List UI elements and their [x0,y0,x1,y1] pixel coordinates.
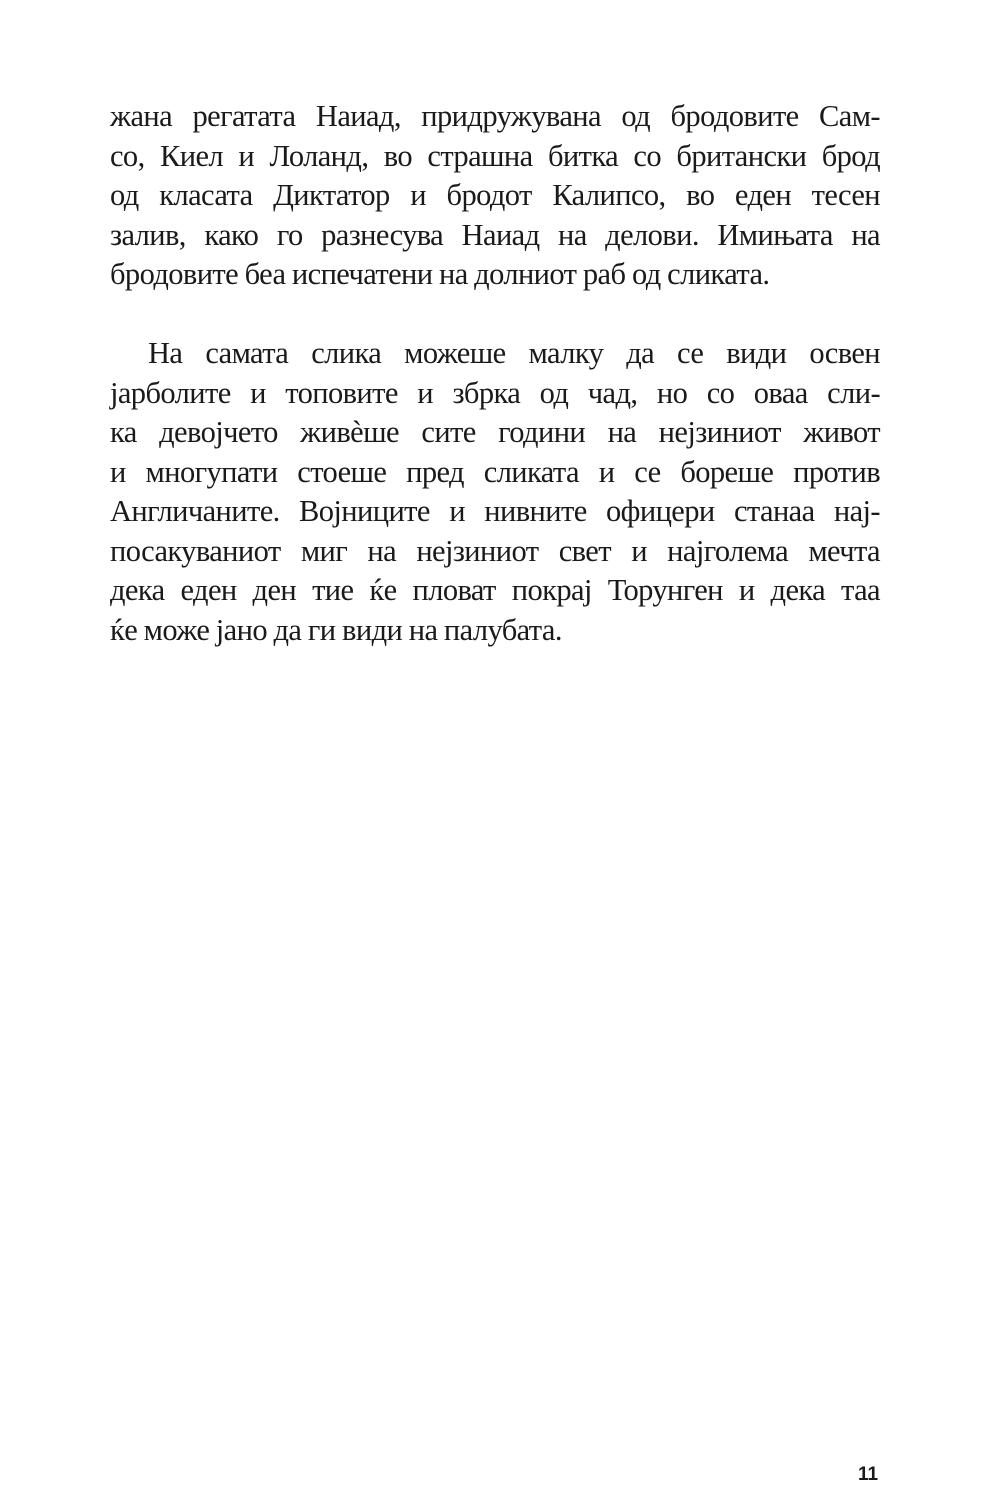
text-line: од класата Диктатор и бродот Калипсо, во еден тесен [110,178,880,212]
text-line: На самата слика можеше малку да се види освен [148,336,880,370]
text-line: со, Киел и Лоланд, во страшна битка со британски брод [110,138,880,173]
paragraph-1 [110,97,880,295]
paragraph-2 [110,334,880,650]
text-line: дека еден ден тие ќе пловат покрај Торунген и дека таа [110,573,880,607]
text-line: жана регатата Наиад, придружувана од бродовите Сам- [110,99,880,133]
text-line: ќе може јано да ги види на палубата. [110,612,562,647]
page-number: 11 [858,1464,879,1485]
text-line: посакуваниот миг на нејзиниот свет и најголема мечта [110,533,880,568]
text-line: и многупати стоеше пред сликата и се бореше против [110,454,880,489]
text-line: ка девојчето живѐше сите години на нејзиниот живот [110,415,880,449]
text-line: Англичаните. Војниците и нивните офицери станаа нај- [110,494,880,528]
text-line: бродовите беа испечатени на долниот раб од сликата. [110,257,770,291]
text-line: јарболите и топовите и збрка од чад, но со оваа сли- [110,375,880,410]
text-line: залив, како го разнесува Наиад на делови. Имињата на [110,217,880,252]
